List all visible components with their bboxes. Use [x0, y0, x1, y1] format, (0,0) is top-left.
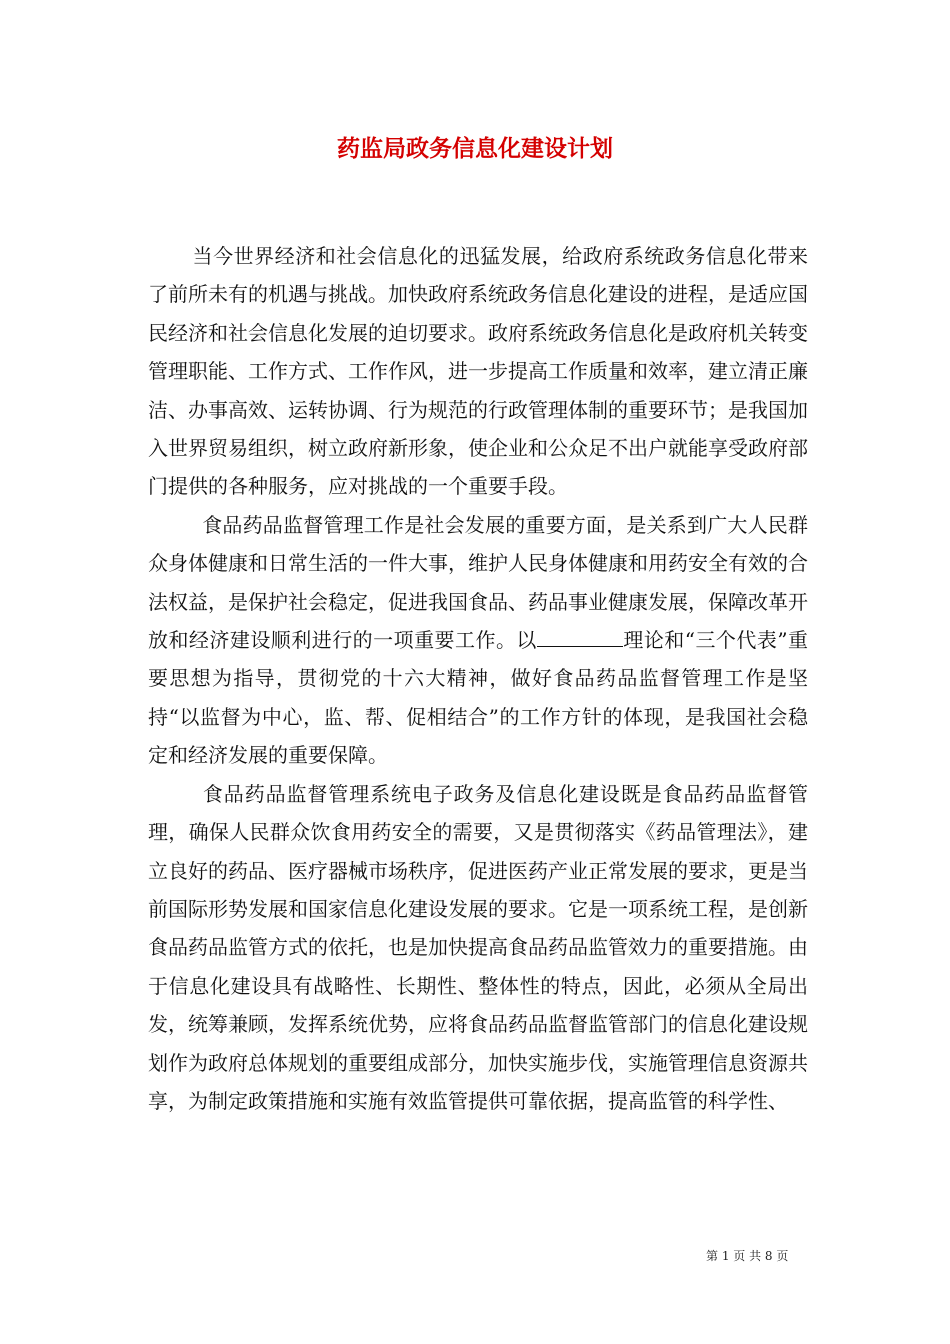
fill-in-blank — [537, 628, 623, 647]
paragraph-1-text: 当今世界经济和社会信息化的迅猛发展，给政府系统政务信息化带来了前所未有的机遇与挑战。加快政府系统政务信息化建设的进程，是适应国民经济和社会信息化发展的迫切要求。政府系统政务信息化是政府机关转变管理职能、工作方式、工作作风，进一步提高工作质量和效率，建立清正廉洁、办事高效、运转协调、行为规范的行政管理体制的重要环节；是我国加入世界贸易组织，树立政府新形象，使企业和公众足不出户就能享受政府部门提供的各种服务，应对挑战的一个重要手段。 — [148, 244, 808, 499]
page-number-footer: 第 1 页 共 8 页 — [706, 1249, 789, 1263]
paragraph-1 — [148, 237, 808, 506]
document-title: 药监局政务信息化建设计划 — [337, 135, 613, 162]
paragraph-2-text-before-blank: 食品药品监督管理工作是社会发展的重要方面，是关系到广大人民群众身体健康和日常生活的一件大事，维护人民身体健康和用药安全有效的合法权益，是保护社会稳定，促进我国食品、药品事业健康发展，保障改革开放和经济建设顺利进行的一项重要工作。以 — [148, 512, 808, 653]
paragraph-2 — [148, 506, 808, 775]
paragraph-2-text-after-blank: 理论和“三个代表”重要思想为指导，贯彻党的十六大精神，做好食品药品监督管理工作是坚持“以监督为中心，监、帮、促相结合”的工作方针的体现，是我国社会稳定和经济发展的重要保障。 — [148, 628, 809, 768]
paragraph-3 — [148, 775, 808, 1121]
document-body — [148, 237, 808, 1120]
paragraph-3-text: 食品药品监督管理系统电子政务及信息化建设既是食品药品监督管理，确保人民群众饮食用药安全的需要，又是贯彻落实《药品管理法》，建立良好的药品、医疗器械市场秩序，促进医药产业正常发展的要求，更是当前国际形势发展和国家信息化建设发展的要求。它是一项系统工程，是创新食品药品监管方式的依托，也是加快提高食品药品监管效力的重要措施。由于信息化建设具有战略性、长期性、整体性的特点，因此，必须从全局出发，统筹兼顾，发挥系统优势，应将食品药品监督监管部门的信息化建设规划作为政府总体规划的重要组成部分，加快实施步伐，实施管理信息资源共享，为制定政策措施和实施有效监管提供可靠依据，提高监管的科学性、 — [148, 781, 808, 1113]
